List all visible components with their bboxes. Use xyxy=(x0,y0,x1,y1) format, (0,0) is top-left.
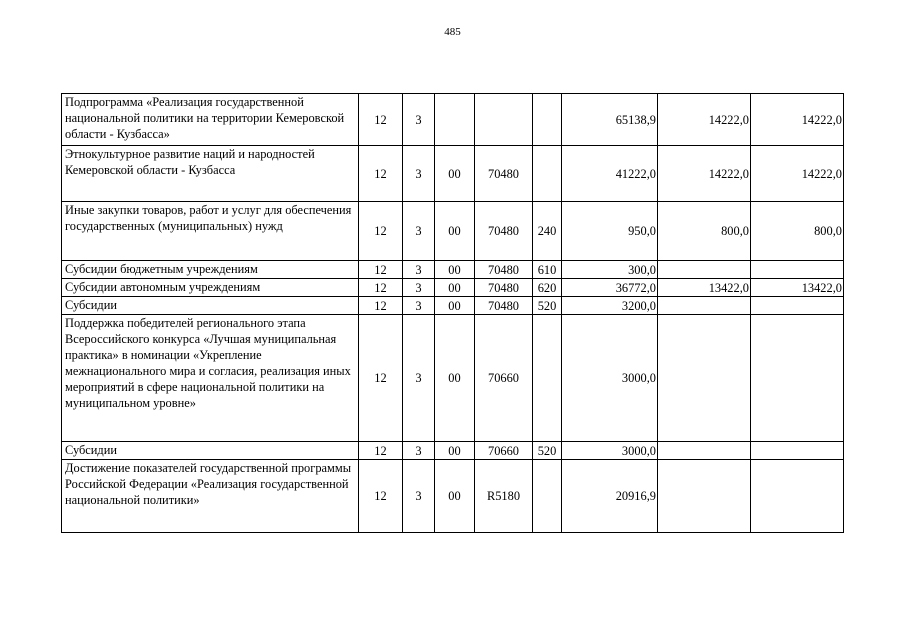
cell-c2: 3 xyxy=(403,146,435,202)
cell-v3 xyxy=(751,442,844,460)
row-name: Иные закупки товаров, работ и услуг для обеспечения государственных (муниципальных) нужд xyxy=(62,202,359,261)
cell-v2: 14222,0 xyxy=(658,146,751,202)
cell-c4 xyxy=(475,94,533,146)
page-number: 485 xyxy=(444,26,461,38)
cell-c2: 3 xyxy=(403,315,435,442)
cell-v3 xyxy=(751,315,844,442)
cell-v2: 14222,0 xyxy=(658,94,751,146)
row-name: Субсидии xyxy=(62,297,359,315)
cell-v1: 36772,0 xyxy=(562,279,658,297)
table-row xyxy=(62,442,844,460)
cell-c4: R5180 xyxy=(475,460,533,533)
cell-v2 xyxy=(658,261,751,279)
cell-c2: 3 xyxy=(403,279,435,297)
cell-c3: 00 xyxy=(435,146,475,202)
row-name: Поддержка победителей регионального этапа Всероссийского конкурса «Лучшая муниципальная практика» в номинации «Укрепление межнационального мира и согласия, реализация иных мероприятий в сфере национальной политики на муниципальном уровне» xyxy=(62,315,359,442)
budget-table xyxy=(61,93,844,533)
cell-v1: 950,0 xyxy=(562,202,658,261)
cell-c4: 70480 xyxy=(475,297,533,315)
cell-c5: 520 xyxy=(533,297,562,315)
cell-v1: 3000,0 xyxy=(562,442,658,460)
table-row xyxy=(62,261,844,279)
cell-v1: 65138,9 xyxy=(562,94,658,146)
cell-v1: 3200,0 xyxy=(562,297,658,315)
cell-c2: 3 xyxy=(403,297,435,315)
cell-v3: 800,0 xyxy=(751,202,844,261)
cell-v3 xyxy=(751,297,844,315)
cell-c5 xyxy=(533,146,562,202)
cell-v3 xyxy=(751,460,844,533)
row-name: Подпрограмма «Реализация государственной национальной политики на территории Кемеровской области - Кузбасса» xyxy=(62,94,359,146)
cell-c1: 12 xyxy=(359,442,403,460)
cell-c4: 70480 xyxy=(475,146,533,202)
cell-c1: 12 xyxy=(359,261,403,279)
cell-c5 xyxy=(533,460,562,533)
table-row xyxy=(62,460,844,533)
cell-v2: 13422,0 xyxy=(658,279,751,297)
cell-v3: 14222,0 xyxy=(751,94,844,146)
row-name: Субсидии бюджетным учреждениям xyxy=(62,261,359,279)
cell-c5: 620 xyxy=(533,279,562,297)
cell-c1: 12 xyxy=(359,94,403,146)
cell-v2 xyxy=(658,315,751,442)
cell-v2 xyxy=(658,297,751,315)
row-name: Этнокультурное развитие наций и народностей Кемеровской области - Кузбасса xyxy=(62,146,359,202)
table-row xyxy=(62,315,844,442)
cell-c4: 70480 xyxy=(475,261,533,279)
table-row xyxy=(62,279,844,297)
cell-c3: 00 xyxy=(435,460,475,533)
cell-c3: 00 xyxy=(435,202,475,261)
cell-c4: 70660 xyxy=(475,442,533,460)
table-row xyxy=(62,202,844,261)
cell-c3: 00 xyxy=(435,297,475,315)
cell-c3: 00 xyxy=(435,279,475,297)
cell-v3: 13422,0 xyxy=(751,279,844,297)
cell-c3: 00 xyxy=(435,261,475,279)
cell-c3: 00 xyxy=(435,315,475,442)
cell-c1: 12 xyxy=(359,315,403,442)
cell-v3 xyxy=(751,261,844,279)
cell-v1: 20916,9 xyxy=(562,460,658,533)
table-row xyxy=(62,297,844,315)
cell-v2 xyxy=(658,442,751,460)
cell-c2: 3 xyxy=(403,261,435,279)
cell-c2: 3 xyxy=(403,94,435,146)
cell-c1: 12 xyxy=(359,460,403,533)
cell-c5: 240 xyxy=(533,202,562,261)
cell-v2: 800,0 xyxy=(658,202,751,261)
table-row xyxy=(62,94,844,146)
cell-v1: 300,0 xyxy=(562,261,658,279)
cell-v2 xyxy=(658,460,751,533)
cell-c1: 12 xyxy=(359,202,403,261)
cell-c1: 12 xyxy=(359,146,403,202)
row-name: Субсидии xyxy=(62,442,359,460)
row-name: Достижение показателей государственной программы Российской Федерации «Реализация государственной национальной политики» xyxy=(62,460,359,533)
cell-v1: 41222,0 xyxy=(562,146,658,202)
cell-c5: 520 xyxy=(533,442,562,460)
row-name: Субсидии автономным учреждениям xyxy=(62,279,359,297)
cell-c1: 12 xyxy=(359,279,403,297)
cell-v1: 3000,0 xyxy=(562,315,658,442)
cell-c2: 3 xyxy=(403,442,435,460)
cell-c3 xyxy=(435,94,475,146)
cell-v3: 14222,0 xyxy=(751,146,844,202)
cell-c4: 70480 xyxy=(475,279,533,297)
cell-c5: 610 xyxy=(533,261,562,279)
cell-c2: 3 xyxy=(403,202,435,261)
cell-c4: 70660 xyxy=(475,315,533,442)
table-row xyxy=(62,146,844,202)
cell-c3: 00 xyxy=(435,442,475,460)
cell-c1: 12 xyxy=(359,297,403,315)
cell-c5 xyxy=(533,94,562,146)
cell-c4: 70480 xyxy=(475,202,533,261)
cell-c5 xyxy=(533,315,562,442)
cell-c2: 3 xyxy=(403,460,435,533)
